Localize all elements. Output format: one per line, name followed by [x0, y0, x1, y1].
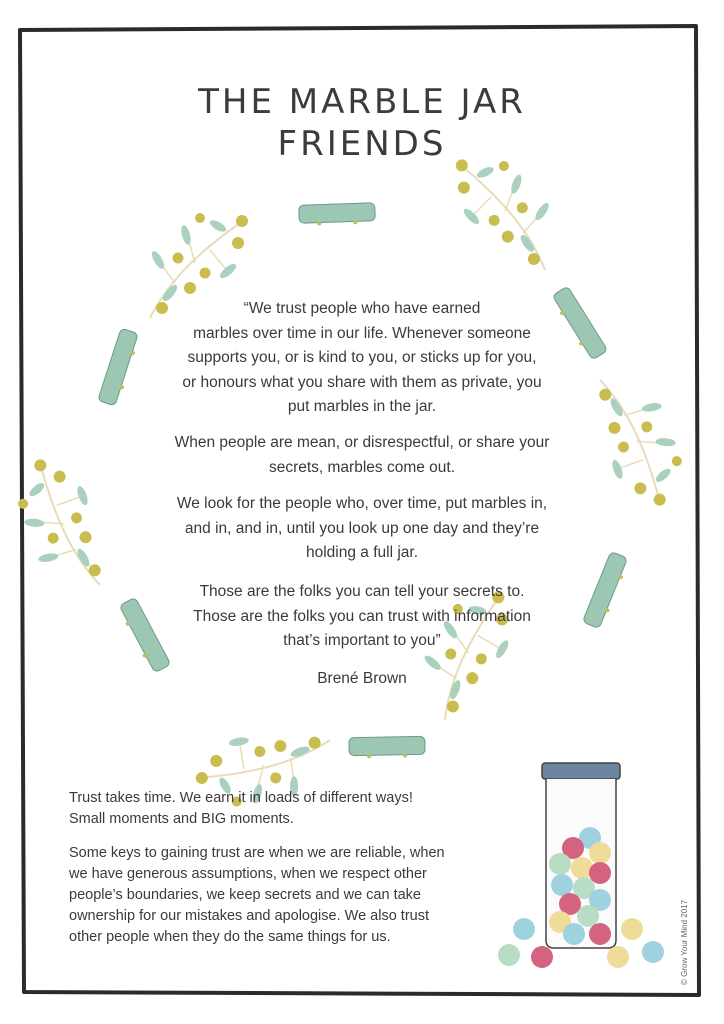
body-paragraph-2: Some keys to gaining trust are when we are reliable, when we have generous assumptions, when we respect other people’s boundaries, we keep secrets and we can take ownership for our mistakes and apologise. We also trust other people when they do the same things for us.	[69, 845, 445, 945]
body-paragraph-1: Trust takes time. We earn it in loads of different ways! Small moments and BIG moments.	[69, 790, 413, 827]
quote-author: Brené Brown	[317, 670, 407, 687]
quote-paragraph-1: “We trust people who have earned marbles over time in our life. Whenever someone supports you, or is kind to you, or sticks up for you, or honours what you share with them as private, you put marbles in the jar.	[182, 300, 542, 415]
page-title-line-1: THE MARBLE JAR	[198, 82, 526, 122]
quote-paragraph-2: When people are mean, or disrespectful, or share your secrets, marbles come out.	[174, 434, 550, 476]
copyright-notice: © Grow Your Mind 2017	[680, 899, 689, 985]
quote-paragraph-4: Those are the folks you can tell your secrets to. Those are the folks you can trust with information that’s important to you”	[193, 583, 531, 649]
quote-paragraph-3: We look for the people who, over time, put marbles in, and in, and in, until you look up one day and they’re holding a full jar.	[176, 495, 548, 561]
page-title-line-2: FRIENDS	[277, 124, 447, 164]
